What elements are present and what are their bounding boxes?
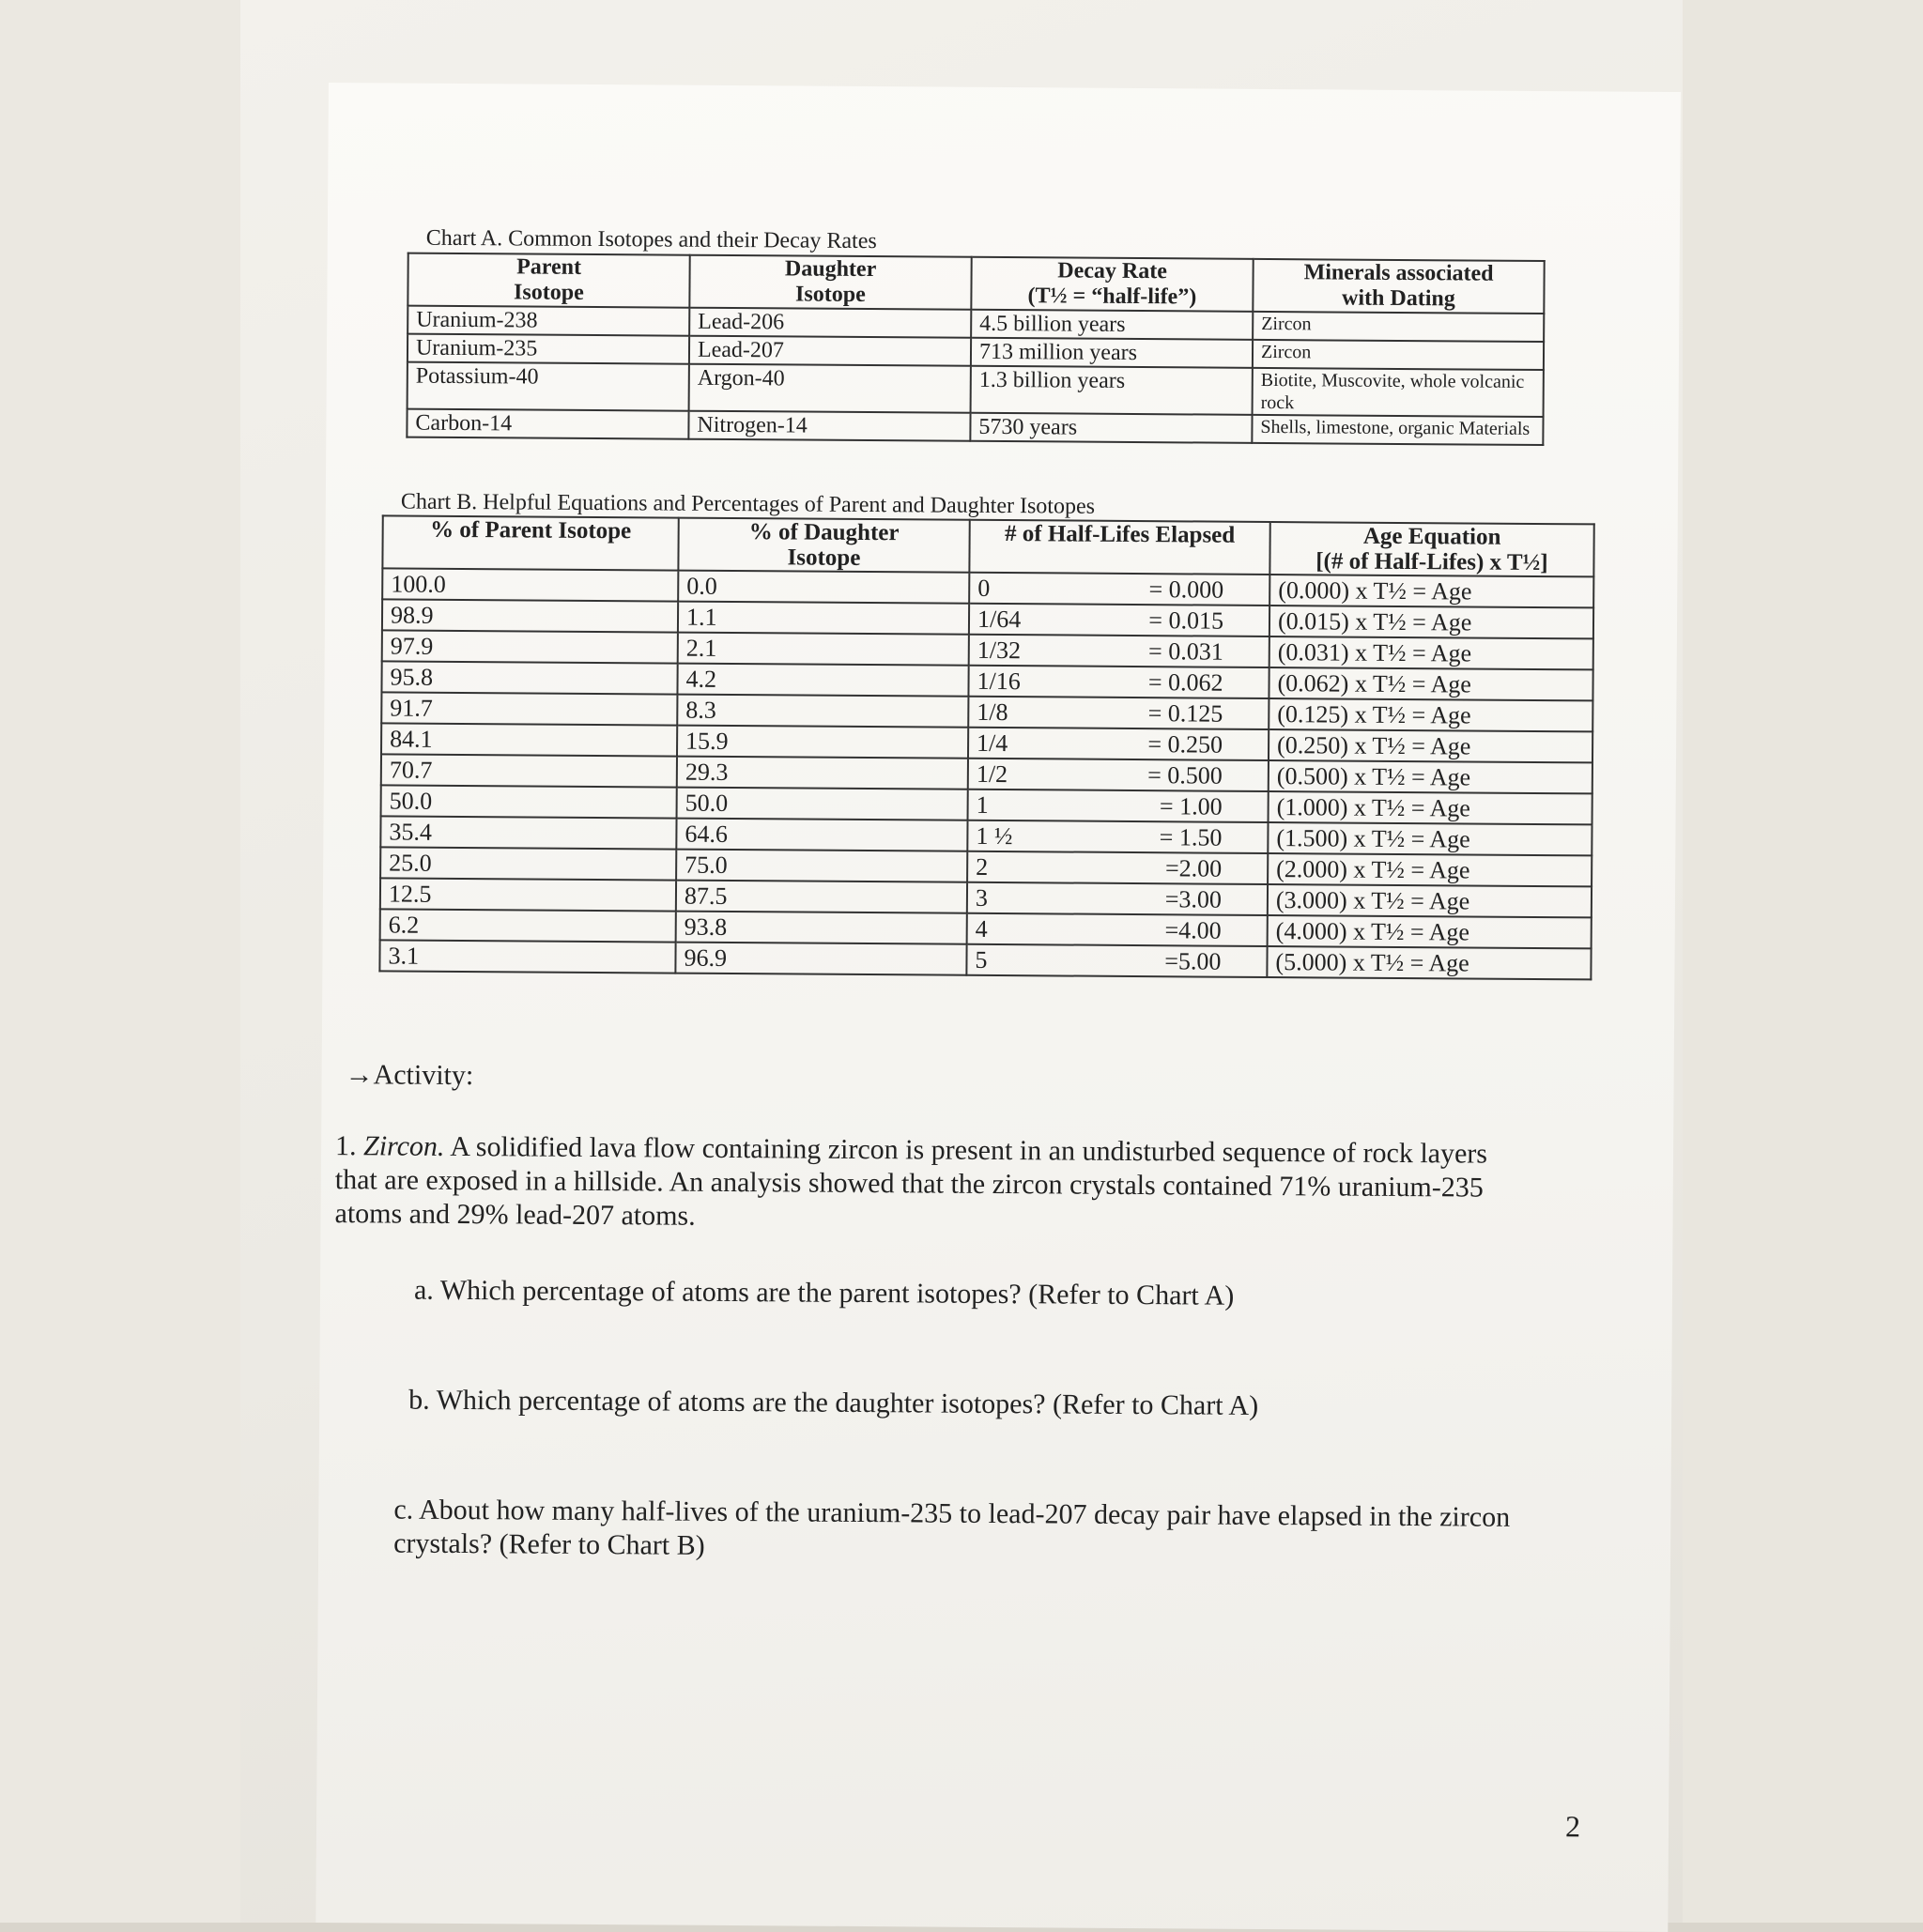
- header-text: Minerals associated: [1303, 260, 1494, 286]
- question-1a: a. Which percentage of atoms are the parent isotopes? (Refer to Chart A): [413, 1274, 1235, 1311]
- age-equation-cell: (1.500) x T½ = Age: [1268, 822, 1592, 855]
- half-lifes-decimal: = 0.062: [1147, 668, 1223, 697]
- chart-b-header-row: [382, 515, 1593, 576]
- half-lifes-decimal: =2.00: [1164, 854, 1223, 882]
- daughter-cell: Nitrogen-14: [688, 411, 970, 441]
- half-lifes-cell: [966, 944, 1267, 977]
- parent-percent-cell: 50.0: [381, 785, 677, 818]
- question-1-label: Zircon.: [362, 1130, 445, 1162]
- chart-a-header-parent: [408, 253, 689, 308]
- daughter-percent-cell: 15.9: [677, 726, 968, 759]
- half-lifes-cell: [968, 728, 1269, 760]
- worksheet: [315, 83, 1681, 1932]
- half-lifes-cell: [969, 573, 1269, 606]
- age-equation-cell: (3.000) x T½ = Age: [1268, 884, 1592, 917]
- header-text: % of Daughter: [748, 519, 900, 546]
- age-equation-cell: (2.000) x T½ = Age: [1268, 853, 1592, 886]
- parent-percent-cell: 98.9: [382, 599, 678, 632]
- header-text: % of Parent Isotope: [430, 516, 632, 544]
- half-lifes-cell: [967, 913, 1268, 946]
- chart-b-title: Chart B. Helpful Equations and Percentages of Parent and Daughter Isotopes: [400, 489, 1096, 519]
- background-left: [0, 0, 240, 1923]
- chart-a-header-minerals: [1253, 259, 1544, 314]
- parent-percent-cell: 3.1: [379, 940, 675, 973]
- daughter-percent-cell: 0.0: [678, 571, 969, 604]
- parent-percent-cell: 95.8: [381, 661, 677, 694]
- daughter-percent-cell: 2.1: [678, 633, 969, 666]
- half-lifes-fraction: 2: [976, 852, 989, 881]
- half-lifes-cell: [968, 666, 1269, 698]
- header-text: Parent: [516, 254, 582, 280]
- chart-b-header-age-equation: [1269, 522, 1593, 576]
- parent-percent-cell: 70.7: [381, 754, 677, 787]
- daughter-percent-cell: 1.1: [678, 602, 969, 635]
- daughter-cell: Lead-207: [689, 336, 971, 366]
- parent-percent-cell: 97.9: [382, 630, 678, 663]
- age-equation-cell: (0.015) x T½ = Age: [1269, 606, 1593, 638]
- half-lifes-cell: [969, 604, 1269, 636]
- half-lifes-cell: [967, 820, 1268, 853]
- daughter-cell: Argon-40: [689, 364, 971, 413]
- header-text: Isotope: [514, 280, 584, 305]
- decay-rate-cell: 5730 years: [970, 413, 1252, 443]
- chart-a-title: Chart A. Common Isotopes and their Decay Rates: [425, 225, 877, 254]
- half-lifes-decimal: = 1.00: [1159, 792, 1223, 820]
- parent-percent-cell: 25.0: [380, 847, 676, 880]
- half-lifes-decimal: = 0.125: [1147, 699, 1223, 728]
- half-lifes-fraction: 1 ½: [976, 821, 1013, 851]
- daughter-percent-cell: 75.0: [676, 850, 967, 882]
- parent-percent-cell: 6.2: [380, 909, 676, 942]
- half-lifes-cell: [968, 759, 1269, 791]
- question-1b: b. Which percentage of atoms are the daughter isotopes? (Refer to Chart A): [408, 1384, 1259, 1421]
- chart-b-header-half-lifes: [969, 520, 1269, 575]
- decay-rate-cell: 1.3 billion years: [971, 366, 1253, 415]
- minerals-cell: Zircon: [1253, 312, 1544, 342]
- minerals-cell: Shells, limestone, organic Materials: [1252, 415, 1543, 445]
- header-text: (T½ = “half-life”): [1027, 284, 1197, 310]
- half-lifes-decimal: = 0.031: [1148, 637, 1223, 666]
- activity-heading: →Activity:: [345, 1059, 474, 1092]
- half-lifes-decimal: = 0.015: [1148, 606, 1224, 635]
- half-lifes-fraction: 1/64: [977, 605, 1022, 634]
- daughter-percent-cell: 64.6: [676, 819, 967, 851]
- parent-percent-cell: 84.1: [381, 723, 677, 756]
- half-lifes-fraction: 1: [976, 790, 989, 819]
- header-text: Isotope: [787, 544, 861, 571]
- half-lifes-decimal: = 0.000: [1148, 575, 1224, 604]
- header-text: Age Equation: [1362, 523, 1501, 550]
- age-equation-cell: (0.500) x T½ = Age: [1269, 760, 1592, 793]
- daughter-percent-cell: 8.3: [677, 695, 968, 728]
- half-lifes-cell: [967, 851, 1268, 884]
- half-lifes-cell: [968, 790, 1269, 822]
- header-text: Isotope: [795, 282, 866, 307]
- half-lifes-fraction: 1/4: [977, 728, 1008, 758]
- age-equation-cell: (0.000) x T½ = Age: [1269, 575, 1593, 607]
- daughter-percent-cell: 87.5: [676, 881, 967, 913]
- age-equation-cell: (0.125) x T½ = Age: [1269, 698, 1592, 731]
- chart-a-header-decay-rate: [971, 257, 1253, 312]
- age-equation-cell: (1.000) x T½ = Age: [1269, 791, 1592, 824]
- half-lifes-cell: [969, 635, 1269, 667]
- header-text: # of Half-Lifes Elapsed: [1004, 521, 1236, 548]
- age-equation-cell: (0.250) x T½ = Age: [1269, 729, 1592, 762]
- half-lifes-decimal: = 1.50: [1159, 823, 1223, 851]
- chart-a-header-row: [408, 253, 1544, 314]
- half-lifes-fraction: 4: [975, 914, 988, 943]
- header-text: [(# of Half-Lifes) x T½]: [1315, 548, 1548, 576]
- parent-percent-cell: 12.5: [380, 878, 676, 911]
- half-lifes-fraction: 1/8: [977, 698, 1008, 727]
- chart-b-header-daughter: [678, 518, 969, 573]
- chart-a-header-daughter: [689, 255, 971, 310]
- age-equation-cell: (0.062) x T½ = Age: [1269, 667, 1592, 700]
- parent-cell: Uranium-238: [408, 306, 689, 336]
- question-1c: c. About how many half-lives of the uranium-235 to lead-207 decay pair have elapsed in the zircon crystals? (Refer to Chart B): [393, 1494, 1511, 1561]
- header-text: Daughter: [784, 256, 877, 283]
- half-lifes-fraction: 1/32: [977, 636, 1022, 665]
- age-equation-cell: (5.000) x T½ = Age: [1267, 946, 1591, 979]
- half-lifes-fraction: 3: [975, 883, 989, 912]
- half-lifes-fraction: 1/16: [977, 667, 1021, 696]
- parent-percent-cell: 91.7: [381, 692, 677, 725]
- header-text: Decay Rate: [1057, 258, 1168, 284]
- parent-percent-cell: 35.4: [380, 816, 676, 849]
- half-lifes-decimal: =5.00: [1164, 947, 1222, 975]
- half-lifes-decimal: =4.00: [1164, 916, 1222, 944]
- parent-percent-cell: 100.0: [382, 568, 678, 601]
- decay-rate-cell: 4.5 billion years: [971, 310, 1253, 340]
- chart-b-table: [378, 514, 1594, 980]
- parent-cell: Potassium-40: [408, 362, 689, 411]
- daughter-percent-cell: 29.3: [677, 757, 968, 790]
- daughter-percent-cell: 96.9: [675, 943, 966, 975]
- question-1-text: A solidified lava flow containing zircon is present in an undisturbed sequence of rock layers that are exposed in a hillside. An analysis showed that the zircon crystals contained 71% uranium-235 atoms and 29% lead-207 atoms.: [334, 1130, 1488, 1232]
- daughter-percent-cell: 93.8: [676, 912, 967, 944]
- half-lifes-fraction: 5: [975, 945, 988, 974]
- header-text: with Dating: [1341, 285, 1455, 312]
- parent-cell: Uranium-235: [408, 334, 689, 364]
- half-lifes-fraction: 0: [977, 574, 991, 602]
- page-number: 2: [1564, 1809, 1581, 1844]
- half-lifes-decimal: = 0.250: [1147, 730, 1223, 759]
- chart-b-header-parent: [382, 515, 678, 570]
- minerals-cell: Biotite, Muscovite, whole volcanic rock: [1253, 368, 1544, 417]
- question-1-number: 1.: [334, 1130, 357, 1162]
- daughter-percent-cell: 50.0: [677, 788, 968, 820]
- table-row: [408, 362, 1544, 417]
- chart-a-table: [406, 253, 1545, 446]
- half-lifes-decimal: =3.00: [1164, 885, 1223, 913]
- age-equation-cell: (0.031) x T½ = Age: [1269, 636, 1593, 669]
- minerals-cell: Zircon: [1253, 340, 1544, 370]
- half-lifes-cell: [967, 882, 1268, 915]
- daughter-cell: Lead-206: [689, 308, 971, 338]
- half-lifes-decimal: = 0.500: [1147, 761, 1223, 790]
- half-lifes-fraction: 1/2: [976, 759, 1008, 789]
- daughter-percent-cell: 4.2: [677, 664, 968, 697]
- background-right: [1683, 0, 1923, 1923]
- age-equation-cell: (4.000) x T½ = Age: [1268, 915, 1592, 948]
- question-1: [334, 1129, 1509, 1239]
- parent-cell: Carbon-14: [407, 409, 688, 439]
- half-lifes-cell: [968, 697, 1269, 729]
- decay-rate-cell: 713 million years: [971, 338, 1253, 368]
